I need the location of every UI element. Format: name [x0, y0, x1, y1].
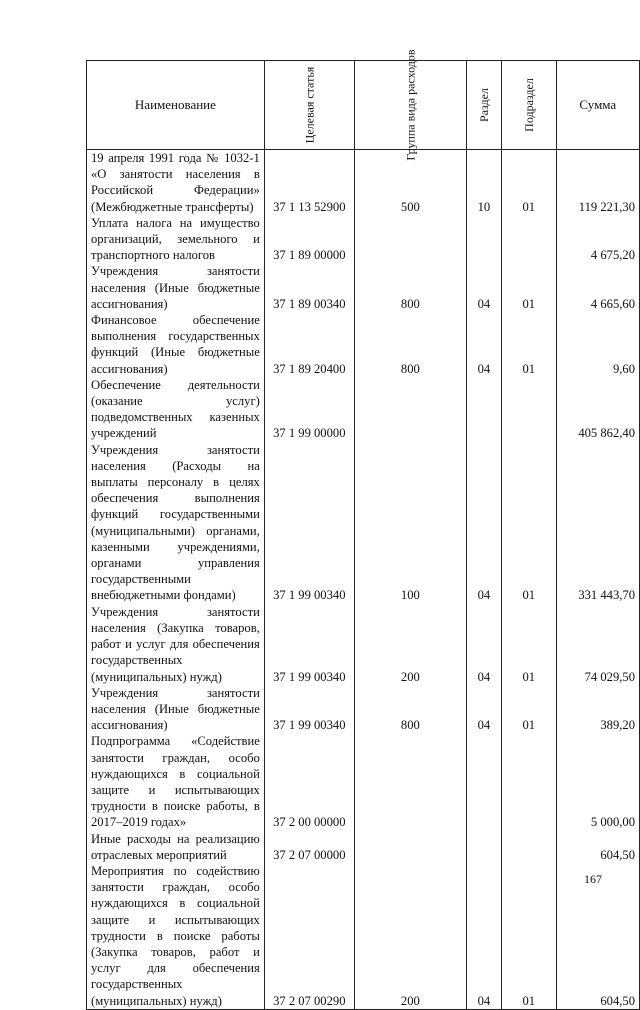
header-section-label: Раздел — [476, 87, 491, 122]
table-row — [87, 312, 640, 377]
table-row — [87, 263, 640, 312]
row-sum: 4 665,60 — [556, 263, 639, 312]
table-row — [87, 377, 640, 442]
header-sum: Сумма — [556, 61, 639, 150]
row-sum: 389,20 — [556, 685, 639, 734]
header-name: Наименование — [87, 61, 265, 150]
row-name: Учреждения занятости населения (Расходы на выплаты персоналу в целях обеспечения выполнения функций государственными (муниципальными) органами, казенными учреждениями, органами управления государственными внебюджетными фондами) — [87, 442, 265, 604]
row-subsection — [501, 215, 556, 264]
header-subsection — [501, 61, 556, 150]
row-name: Учреждения занятости населения (Закупка товаров, работ и услуг для обеспечения государственных (муниципальных) нужд) — [87, 604, 265, 685]
table-row — [87, 215, 640, 264]
row-target-article: 37 1 99 00000 — [264, 377, 354, 442]
row-expense-group: 200 — [354, 604, 466, 685]
row-section — [466, 831, 501, 863]
row-expense-group: 800 — [354, 312, 466, 377]
header-section — [466, 61, 501, 150]
row-section — [466, 733, 501, 830]
row-subsection — [501, 733, 556, 830]
row-expense-group — [354, 733, 466, 830]
row-sum: 331 443,70 — [556, 442, 639, 604]
row-section — [466, 215, 501, 264]
table-row — [87, 150, 640, 215]
row-name: 19 апреля 1991 года № 1032-1 «О занятости населения в Российской Федерации» (Межбюджетные трансферты) — [87, 150, 265, 215]
row-name: Мероприятия по содействию занятости граждан, особо нуждающихся в социальной защите и испытывающих трудности в поиске работы (Закупка товаров, работ и услуг для обеспечения государственных (муниципальных) нужд) — [87, 863, 265, 1009]
row-section: 04 — [466, 685, 501, 734]
row-subsection: 01 — [501, 604, 556, 685]
row-name: Учреждения занятости населения (Иные бюджетные ассигнования) — [87, 263, 265, 312]
row-sum: 4 675,20 — [556, 215, 639, 264]
row-expense-group — [354, 377, 466, 442]
row-expense-group: 100 — [354, 442, 466, 604]
header-target — [264, 61, 354, 150]
row-target-article: 37 1 13 52900 — [264, 150, 354, 215]
row-sum: 119 221,30 — [556, 150, 639, 215]
row-expense-group: 800 — [354, 685, 466, 734]
row-name: Подпрограмма «Содействие занятости граждан, особо нуждающихся в социальной защите и испытывающих трудности в поиске работы, в 2017–2019 годах» — [87, 733, 265, 830]
row-target-article: 37 2 07 00290 — [264, 863, 354, 1009]
row-name: Обеспечение деятельности (оказание услуг) подведомственных казенных учреждений — [87, 377, 265, 442]
row-section: 04 — [466, 312, 501, 377]
table-header-row — [87, 61, 640, 150]
row-section: 04 — [466, 863, 501, 1009]
budget-table — [86, 49, 640, 1010]
header-group — [354, 49, 466, 161]
row-subsection: 01 — [501, 442, 556, 604]
table-row — [87, 733, 640, 830]
row-subsection — [501, 377, 556, 442]
row-expense-group: 500 — [354, 150, 466, 215]
row-target-article: 37 1 99 00340 — [264, 442, 354, 604]
table-row — [87, 685, 640, 734]
row-sum: 9,60 — [556, 312, 639, 377]
row-target-article: 37 1 89 20400 — [264, 312, 354, 377]
row-subsection: 01 — [501, 263, 556, 312]
row-target-article: 37 1 99 00340 — [264, 685, 354, 734]
header-target-label: Целевая статья — [302, 66, 317, 144]
row-expense-group: 200 — [354, 863, 466, 1009]
row-sum: 5 000,00 — [556, 733, 639, 830]
row-target-article: 37 2 00 00000 — [264, 733, 354, 830]
header-group-label: Группа вида расходов — [403, 49, 418, 161]
row-name: Финансовое обеспечение выполнения государственных функций (Иные бюджетные ассигнования) — [87, 312, 265, 377]
table-row — [87, 831, 640, 863]
row-subsection: 01 — [501, 150, 556, 215]
row-expense-group: 800 — [354, 263, 466, 312]
row-section: 04 — [466, 442, 501, 604]
row-target-article: 37 1 99 00340 — [264, 604, 354, 685]
row-expense-group — [354, 215, 466, 264]
row-subsection: 01 — [501, 863, 556, 1009]
row-sum: 604,50 — [556, 831, 639, 863]
row-section: 04 — [466, 263, 501, 312]
row-target-article: 37 1 89 00000 — [264, 215, 354, 264]
row-name: Иные расходы на реализацию отраслевых мероприятий — [87, 831, 265, 863]
row-name: Учреждения занятости населения (Иные бюджетные ассигнования) — [87, 685, 265, 734]
row-section: 10 — [466, 150, 501, 215]
row-section — [466, 377, 501, 442]
table-row — [87, 863, 640, 1009]
row-subsection — [501, 831, 556, 863]
row-target-article: 37 1 89 00340 — [264, 263, 354, 312]
table-row — [87, 442, 640, 604]
row-section: 04 — [466, 604, 501, 685]
row-target-article: 37 2 07 00000 — [264, 831, 354, 863]
row-expense-group — [354, 831, 466, 863]
table-row — [87, 604, 640, 685]
row-subsection: 01 — [501, 312, 556, 377]
row-subsection: 01 — [501, 685, 556, 734]
header-subsection-label: Подраздел — [521, 78, 536, 132]
row-sum: 74 029,50 — [556, 604, 639, 685]
row-sum: 405 862,40 — [556, 377, 639, 442]
row-sum: 604,50 — [556, 863, 639, 1009]
page-number: 167 — [584, 872, 602, 886]
row-name: Уплата налога на имущество организаций, земельного и транспортного налогов — [87, 215, 265, 264]
